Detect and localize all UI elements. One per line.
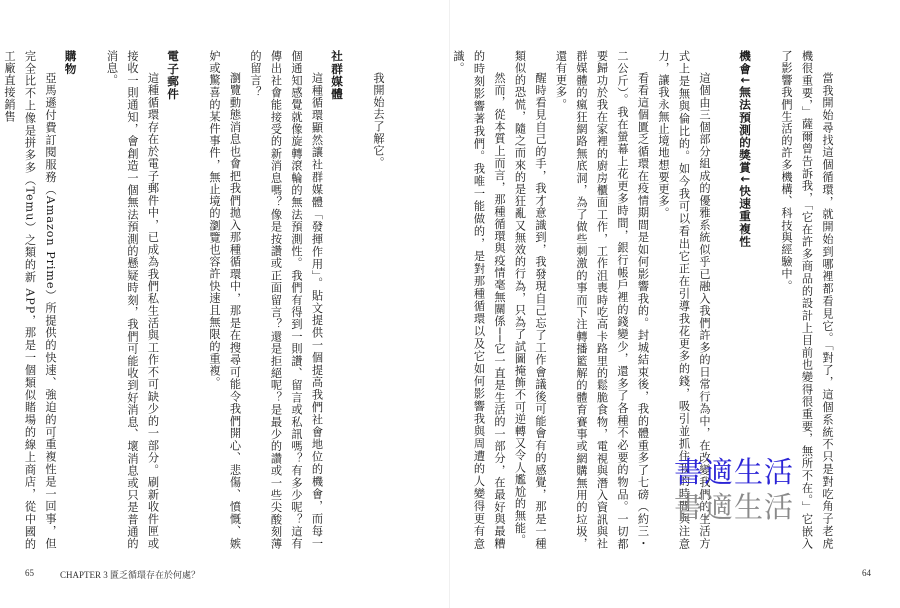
paragraph: 看看這個匱乏循環在疫情期間是如何影響我的。封城結束後，我的體重多了七磅（約三・二公斤）。我在螢幕上花更多時間，銀行帳戶裡的錢變少，還多了各種不必要的物品。一切都要歸功於我在家裡的廚房櫃面工作，工作沮喪時吃高卡路里的鬆脆食物，電視與潛入資訊與社群媒體的瘋狂網路無底洞，為了做些刺激的事而下注轉播籃解的體育賽事或網購無用的垃圾，還有更多。	[554, 50, 650, 550]
left-page-body	[3, 50, 388, 550]
running-head: CHAPTER 3 匱乏循環存在於何處？	[60, 570, 201, 580]
section-heading-social-media: 社群媒體	[330, 50, 344, 101]
section-heading-email: 電子郵件	[166, 50, 180, 101]
paragraph: 這種循環存在於電子郵件中，已成為我們私生活與工作不可缺少的一部分。刷新收件匣或接收一則通知，會創造一個無法預測的懸疑時刻，我們可能收到好消息、壞消息或只是普通的消息。	[105, 50, 160, 550]
paragraph: 這個由三個部分組成的優雅系統似乎已融入我們許多的日常行為中，在改變我們的生活方式上是無與倫比的。如今我可以看出它正在引導我花更多的錢，吸引並抓住我的時間與注意力，讓我永無止境地想要更多。	[657, 50, 711, 550]
paragraph: 然而，從本質上而言，那種循環與疫情毫無關係──它一直是生活的一部分，在最好與最糟的時刻影響著我們。我唯一能做的，是對那種循環以及它如何影響我與周遭的人變得更有意識。	[452, 50, 506, 550]
watermark-line-top: 書適生活	[674, 455, 795, 489]
paragraph: 亞馬遜付費訂閱服務（Amazon Prime）所提供的快速、強迫的可重複性是一回事，但完全比不上像是拼多多（Temu）之類的新 APP，那是一個類似賭場的線上商店，從中國的工廠直接銷售	[3, 50, 57, 550]
paragraph: 醒時看見自己的手，我才意識到，我發現自己忘了工作會議後可能會有的感覺，那是一種類似的恐慌，隨之而來的是狂亂又無效的行為，只為了試圖掩飾不可逆轉又令人尷尬的無能。	[513, 50, 547, 550]
section-heading: 機會↓無法預測的獎賞↓快速重複性	[738, 50, 752, 248]
paragraph: 當我開始尋找這個循環，就開始到哪裡都看見它。「對了，這個系統不只是對吃角子老虎機很重要，」薩爾曾告訴我，「它在許多商品的設計上目前也變得很重要，無所不在。」它嵌入了影響我們生活的許多機構、科技與經驗中。	[780, 50, 834, 550]
paragraph: 我開始去了解它。	[372, 72, 385, 170]
paragraph: 瀏覽動態消息也會把我們拋入那種循環中，那是在搜尋可能令我們開心、悲傷、憤慨、嫉妒或驚喜的某件事件，無止境的瀏覽也容許快速且無限的重複。	[208, 50, 242, 550]
page-number-right: 64	[862, 568, 871, 578]
watermark-logo	[674, 455, 794, 525]
section-heading-shopping: 購物	[63, 50, 78, 76]
page-number-left: 65	[25, 568, 34, 578]
watermark-line-bottom: 書適生活	[674, 490, 795, 524]
paragraph: 這種循環顯然讓社群媒體「發揮作用」。貼文提供一個提高我們社會地位的機會，而每一個通知感覺就像旋轉滾輪的無法預測性。我們有得到一則讚、留言或私訊嗎？有多少呢？這有傳出社會能接受的新消息嗎？像是按讚或正面留言？還是拒絕呢？是最少的讚或一些尖酸刻薄的留言？	[249, 50, 324, 550]
